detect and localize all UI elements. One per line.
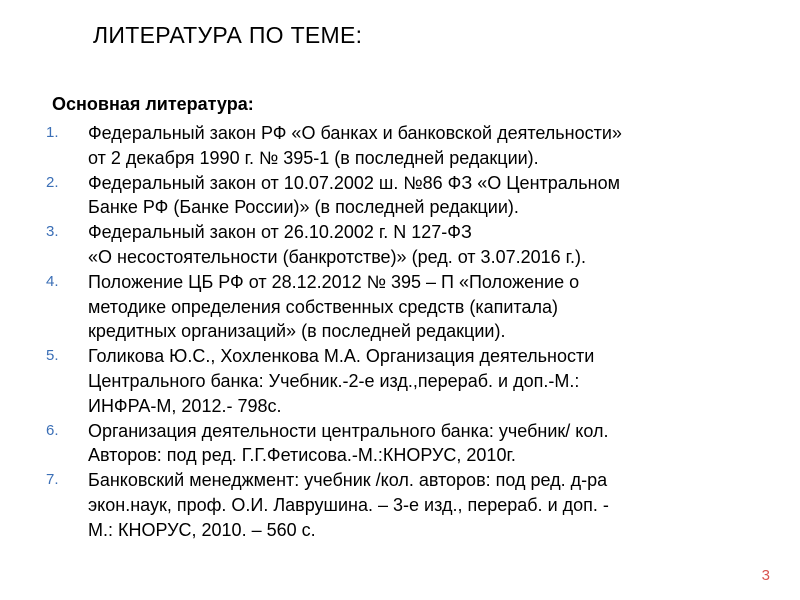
section-heading: Основная литература: — [52, 94, 254, 114]
reference-text-line: ИНФРА-М, 2012.- 798с. — [88, 395, 282, 416]
reference-text-line: Федеральный закон от 26.10.2002 г. N 127-ФЗ — [88, 222, 472, 243]
reference-number: 7. — [46, 471, 59, 489]
reference-text-line: методике определения собственных средств (капитала) — [88, 296, 558, 317]
reference-item — [0, 344, 800, 418]
reference-item — [0, 220, 800, 270]
reference-list — [0, 121, 800, 543]
reference-item — [0, 270, 800, 344]
reference-text-line: Центрального банка: Учебник.-2-е изд.,перераб. и доп.-М.: — [88, 370, 580, 391]
reference-text-line: Положение ЦБ РФ от 28.12.2012 № 395 – П «Положение о — [88, 271, 580, 292]
slide-title: ЛИТЕРАТУРА ПО ТЕМЕ: — [93, 22, 363, 48]
reference-item — [0, 468, 800, 542]
reference-text-line: Банковский менеджмент: учебник /кол. авторов: под ред. д-ра — [88, 470, 608, 491]
reference-text-line: Федеральный закон РФ «О банках и банковской деятельности» — [88, 123, 622, 143]
reference-text-line: Банке РФ (Банке России)» (в последней редакции). — [88, 197, 519, 218]
reference-item — [0, 171, 800, 221]
reference-text-line: Организация деятельности центрального банка: учебник/ кол. — [88, 420, 609, 441]
reference-text-line: Федеральный закон от 10.07.2002 ш. №86 ФЗ «О Центральном — [88, 172, 620, 193]
reference-text-line: «О несостоятельности (банкротстве)» (ред. от 3.07.2016 г.). — [88, 246, 586, 267]
reference-number: 4. — [46, 272, 59, 290]
reference-text-line: М.: КНОРУС, 2010. – 560 с. — [88, 519, 316, 540]
page-number: 3 — [761, 567, 770, 584]
reference-number: 1. — [46, 124, 59, 141]
reference-text-line: Голикова Ю.С., Хохленкова М.А. Организация деятельности — [88, 346, 595, 367]
reference-number: 6. — [46, 421, 59, 439]
reference-text-line: кредитных организаций» (в последней редакции). — [88, 321, 506, 342]
reference-item — [0, 419, 800, 469]
reference-item — [0, 121, 800, 171]
reference-number: 5. — [46, 347, 59, 365]
reference-number: 3. — [46, 223, 59, 241]
reference-text-line: от 2 декабря 1990 г. № 395-1 (в последней редакции). — [88, 147, 539, 168]
reference-text-line: экон.наук, проф. О.И. Лаврушина. – 3-е изд., перераб. и доп. - — [88, 494, 609, 515]
reference-text-line: Авторов: под ред. Г.Г.Фетисова.-М.:КНОРУС, 2010г. — [88, 445, 516, 466]
reference-number: 2. — [46, 173, 59, 191]
